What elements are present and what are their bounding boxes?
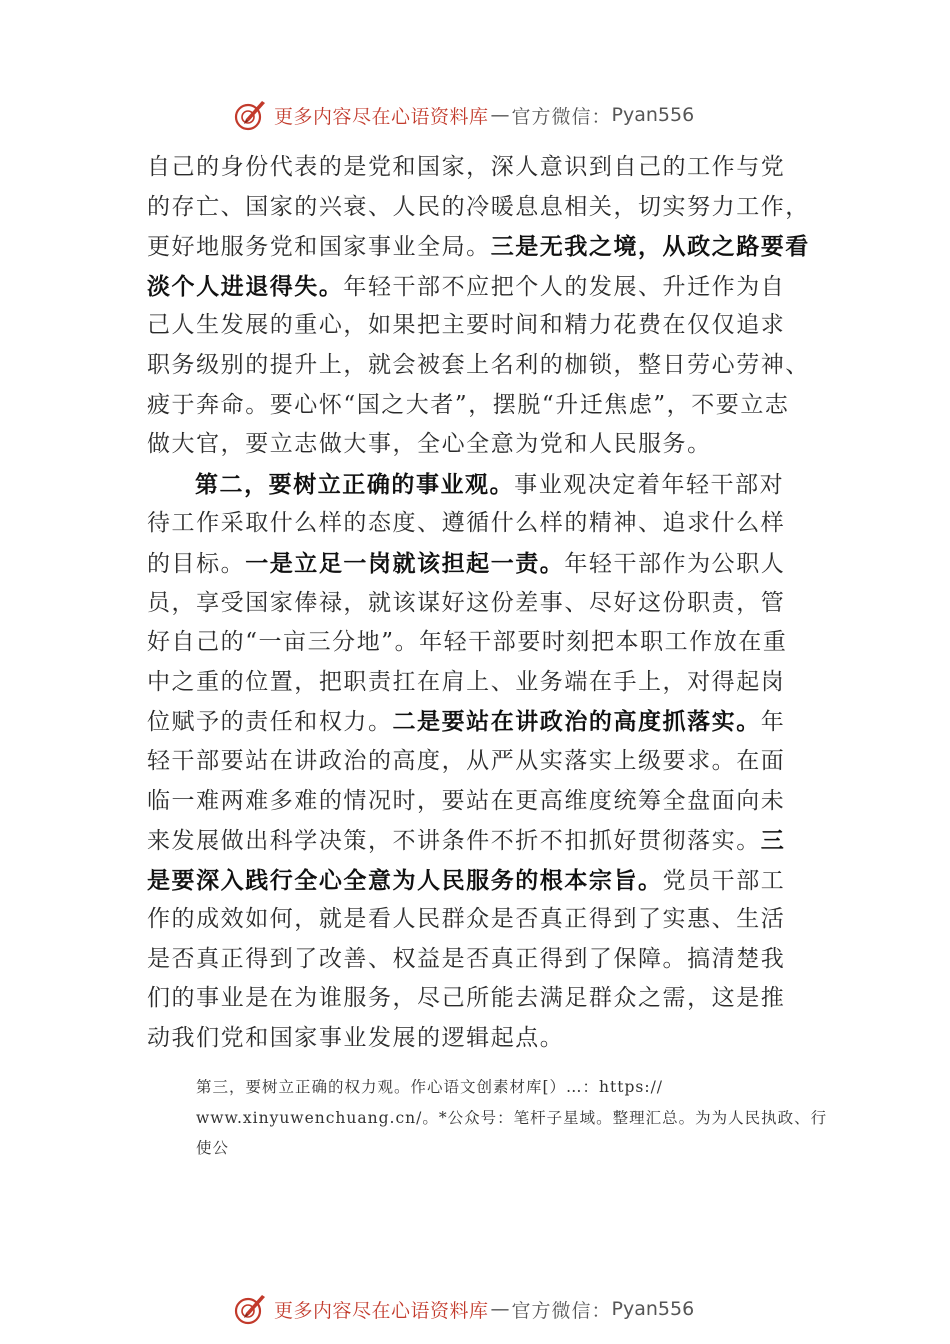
text-line: 作的成效如何，就是看人民群众是否真正得到了实惠、生活 (147, 906, 786, 933)
text-line: 临一难两难多难的情况时，要站在更高维度统筹全盘面向未 (147, 787, 786, 814)
section-heading: 第二，要树立正确的事业观。 (195, 470, 515, 498)
text-line: 淡个人进退得失。年轻干部不应把个人的发展、升迁作为自 (147, 272, 786, 300)
text-line: 自己的身份代表的是党和国家，深人意识到自己的工作与党 (147, 154, 786, 180)
text-line: 更好地服务党和国家事业全局。三是无我之境，从政之路要看 (147, 233, 810, 261)
section-heading-line: 第二，要树立正确的事业观。事业观决定着年轻干部对 (195, 470, 785, 498)
text-line: 员，享受国家俸禄，就该谋好这份差事、尽好这份职责，管 (147, 589, 786, 616)
banner-wechat-label: 官方微信： (511, 105, 612, 128)
banner-dash: — (490, 1298, 510, 1320)
bold-point: 淡个人进退得失。 (147, 272, 344, 300)
text-line: 轻干部要站在讲政治的高度，从严从实落实上级要求。在面 (147, 747, 786, 774)
text-line: 是要深入践行全心全意为人民服务的根本宗旨。党员干部工 (147, 866, 786, 894)
text-line: 来发展做出科学决策，不讲条件不折不扣抓好贯彻落实。三 (147, 827, 786, 855)
text-line: 疲于奔命。要心怀“国之大者”，摆脱“升迁焦虑”，不要立志 (147, 391, 790, 418)
document-body (147, 148, 847, 1059)
text-line: 的存亡、国家的兴衰、人民的冷暖息息相关，切实努力工作， (147, 193, 810, 220)
text-line: 的目标。一是立足一岗就该担起一责。年轻干部作为公职人 (147, 549, 786, 577)
bold-point: 一是立足一岗就该担起一责。 (245, 549, 565, 577)
text-line: 们的事业是在为谁服务，尽己所能去满足群众之需，这是推 (147, 985, 786, 1012)
bold-point: 二是要站在讲政治的高度抓落实。 (392, 708, 761, 736)
quill-seal-icon (232, 97, 268, 133)
banner-title: 更多内容尽在心语资料库 (274, 1299, 489, 1322)
text-line: 己人生发展的重心，如果把主要时间和精力花费在仅仅追求 (147, 312, 786, 339)
text-line: 是否真正得到了改善、权益是否真正得到了保障。搞清楚我 (147, 945, 786, 972)
banner-title: 更多内容尽在心语资料库 (274, 105, 489, 128)
header-banner (232, 95, 694, 135)
banner-wechat-id: Pyan556 (611, 104, 695, 126)
bold-point: 三 (760, 827, 786, 855)
banner-wechat-label: 官方微信： (511, 1299, 612, 1322)
text-line: 待工作采取什么样的态度、遵循什么样的精神、追求什么样 (147, 510, 786, 537)
text-line: 中之重的位置，把职责扛在肩上、业务端在手上，对得起岗 (147, 668, 786, 695)
quill-seal-icon (232, 1291, 268, 1327)
note-line: www.xinyuwenchuang.cn/。*公众号：笔杆子星域。整理汇总。为为人民执政、行 (196, 1108, 828, 1127)
note-line: 使公 (196, 1139, 230, 1157)
text-line: 好自己的“一亩三分地”。年轻干部要时刻把本职工作放在重 (147, 629, 788, 656)
banner-wechat-id: Pyan556 (611, 1298, 695, 1320)
text-line: 动我们党和国家事业发展的逻辑起点。 (147, 1025, 565, 1052)
text-line: 做大官，要立志做大事，全心全意为党和人民服务。 (147, 431, 712, 458)
bold-point: 是要深入践行全心全意为人民服务的根本宗旨。 (147, 866, 663, 894)
bold-point: 三是无我之境，从政之路要看 (490, 233, 810, 261)
text-line: 职务级别的提升上，就会被套上名利的枷锁，整日劳心劳神、 (147, 351, 810, 378)
small-note (196, 1072, 836, 1164)
text-line: 位赋予的责任和权力。二是要站在讲政治的高度抓落实。年 (147, 708, 786, 736)
note-line: 第三，要树立正确的权力观。作心语文创素材库[）…：https:// (196, 1078, 664, 1096)
footer-banner (232, 1289, 694, 1329)
banner-dash: — (490, 104, 510, 126)
